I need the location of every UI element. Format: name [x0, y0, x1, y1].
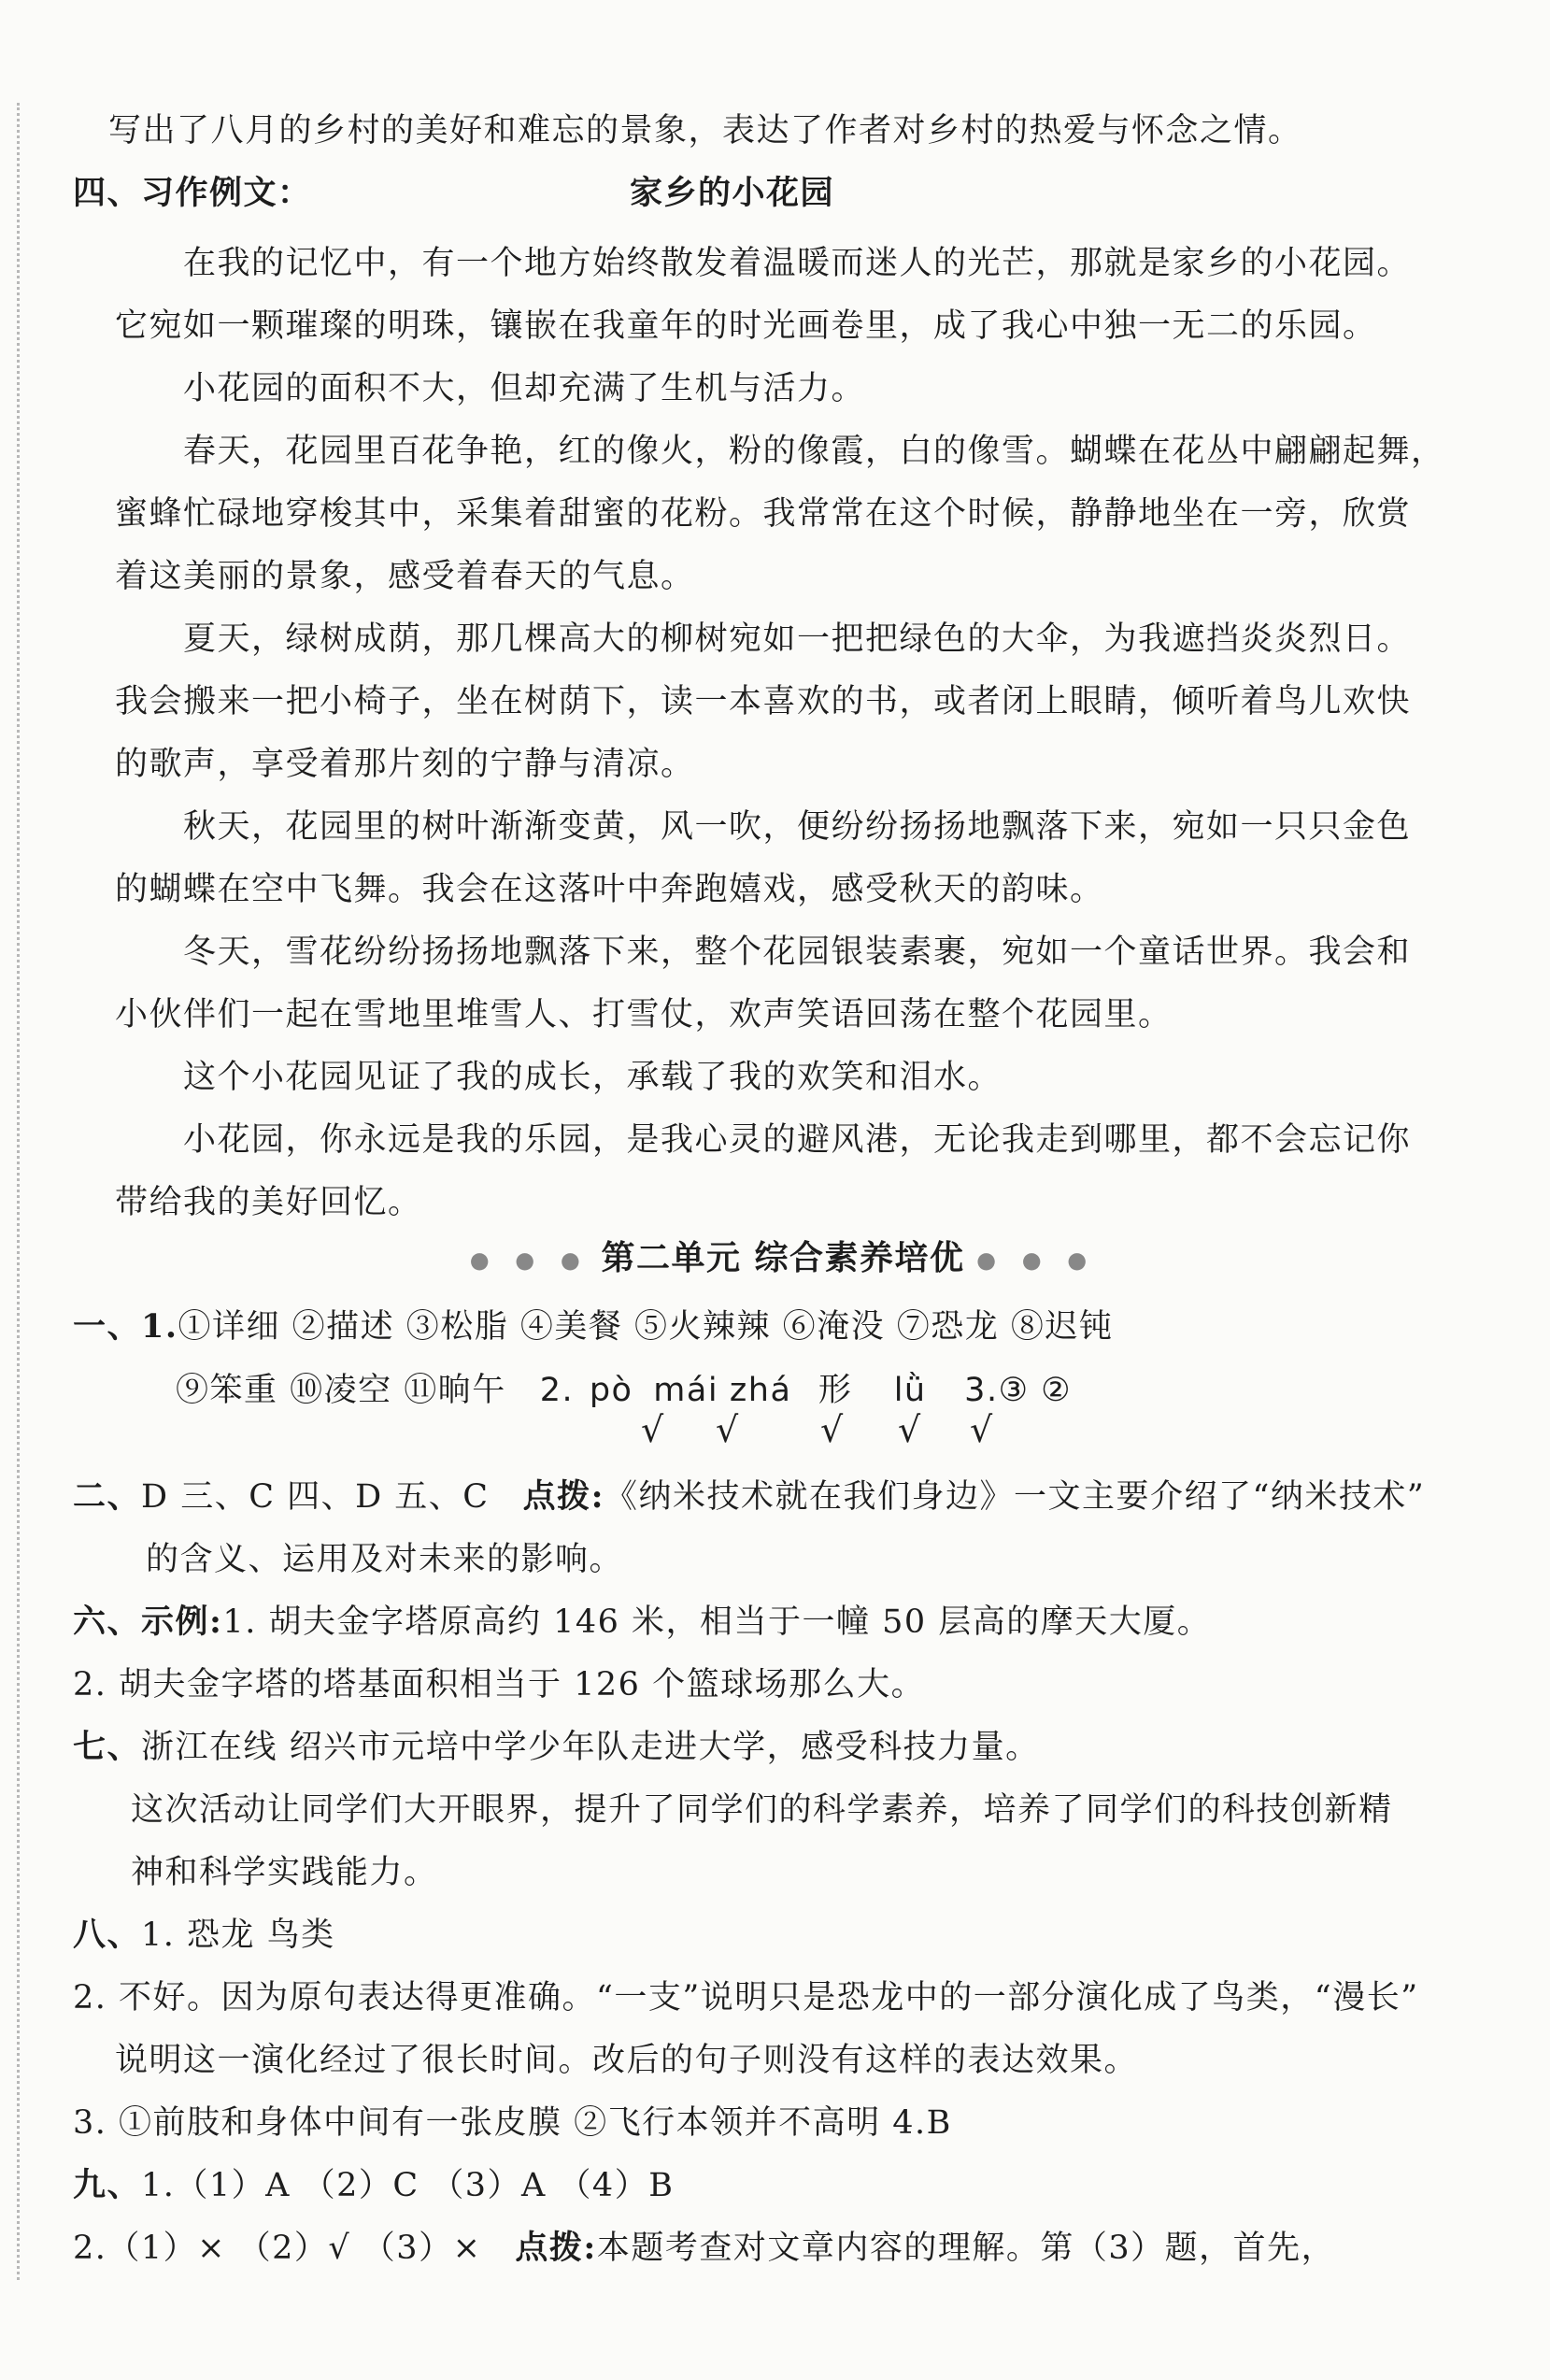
- essay-line: 着这美丽的景象，感受着春天的气息。: [115, 558, 695, 595]
- answer-6-label: 六、示例:: [73, 1603, 223, 1641]
- essay-line: 它宛如一颗璀璨的明珠，镶嵌在我童年的时光画卷里，成了我心中独一无二的乐园。: [115, 307, 1377, 345]
- heading-dots-right: ● ● ●: [976, 1247, 1097, 1274]
- check-mark: √: [641, 1409, 664, 1450]
- essay-line: 秋天，花园里的树叶渐渐变黄，风一吹，便纷纷扬扬地飘落下来，宛如一只只金色: [183, 808, 1412, 846]
- answer-9-item-1: 1.（1）A （2）C （3）A （4）B: [141, 2167, 675, 2204]
- answer-8-item-3-4: 3. ①前肢和身体中间有一张皮膜 ②飞行本领并不高明 4.B: [73, 2104, 952, 2142]
- answer-1-words: ①详细 ②描述 ③松脂 ④美餐 ⑤火辣辣 ⑥淹没 ⑦恐龙 ⑧迟钝: [178, 1308, 1114, 1346]
- essay-title: 家乡的小花园: [630, 174, 835, 212]
- answer-9-item-2: 2.（1）× （2）√ （3）×: [73, 2230, 482, 2267]
- answer-1-line: [73, 1304, 1113, 1349]
- check-mark: √: [716, 1409, 739, 1450]
- answer-9-line: [73, 2163, 674, 2208]
- answer-1-q2-label: 2.: [539, 1372, 575, 1409]
- pinyin-item: pò: [589, 1372, 633, 1409]
- answer-1-words-2: ⑨笨重 ⑩凌空 ⑪晌午: [176, 1372, 506, 1409]
- answer-1-label: 一、1.: [73, 1307, 178, 1346]
- answer-1-q3: 3.③ ②: [964, 1372, 1072, 1409]
- essay-section-label: 四、习作例文：: [73, 174, 312, 212]
- heading-dots-left: ● ● ●: [469, 1247, 590, 1274]
- answer-2-hint-line2: 的含义、运用及对未来的影响。: [146, 1541, 624, 1578]
- essay-line: 这个小花园见证了我的成长，承载了我的欢笑和泪水。: [183, 1059, 1003, 1096]
- hint-label: 点拨:: [522, 1477, 604, 1516]
- pinyin-item: 形: [818, 1372, 853, 1409]
- answer-8-label: 八、: [73, 1916, 142, 1954]
- essay-line: 小花园的面积不大，但却充满了生机与活力。: [183, 370, 866, 407]
- essay-line: 在我的记忆中，有一个地方始终散发着温暖而迷人的光芒，那就是家乡的小花园。: [183, 245, 1412, 282]
- answer-2-line: [73, 1475, 1425, 1519]
- answer-1-line2: [176, 1368, 1072, 1413]
- essay-end-line: 写出了八月的乡村的美好和难忘的景象，表达了作者对乡村的热爱与怀念之情。: [108, 112, 1302, 150]
- answer-7-text: 这次活动让同学们大开眼界，提升了同学们的科学素养，培养了同学们的科技创新精: [131, 1791, 1393, 1829]
- check-mark: √: [820, 1409, 844, 1450]
- answer-8-item-2: 2. 不好。因为原句表达得更准确。“一支”说明只是恐龙中的一部分演化成了鸟类，“漫长”: [73, 1979, 1419, 2017]
- unit-title: 第二单元 综合素养培优: [601, 1238, 965, 1277]
- answer-7-line: [73, 1725, 1040, 1770]
- essay-line: 春天，花园里百花争艳，红的像火，粉的像霞，白的像雪。蝴蝶在花丛中翩翩起舞，: [183, 433, 1445, 470]
- pinyin-item: lǜ: [893, 1372, 927, 1409]
- essay-line: 蜜蜂忙碌地穿梭其中，采集着甜蜜的花粉。我常常在这个时候，静静地坐在一旁，欣赏: [115, 495, 1412, 533]
- answer-8-item-1: 1. 恐龙 鸟类: [141, 1917, 335, 1954]
- answer-6-item-2: 2. 胡夫金字塔的塔基面积相当于 126 个篮球场那么大。: [73, 1666, 926, 1703]
- binding-margin-dotted-line: [17, 103, 20, 2280]
- essay-line: 小花园，你永远是我的乐园，是我心灵的避风港，无论我走到哪里，都不会忘记你: [183, 1121, 1412, 1159]
- answer-7-text: 神和科学实践能力。: [131, 1854, 438, 1891]
- essay-line: 的歌声，享受着那片刻的宁静与清凉。: [115, 746, 695, 783]
- essay-line: 夏天，绿树成荫，那几棵高大的柳树宛如一把把绿色的大伞，为我遮挡炎炎烈日。: [183, 620, 1412, 658]
- essay-line: 小伙伴们一起在雪地里堆雪人、打雪仗，欢声笑语回荡在整个花园里。: [115, 996, 1173, 1033]
- pinyin-item: zhá: [729, 1372, 792, 1409]
- answer-2-5-choices: D 三、C 四、D 五、C: [141, 1478, 490, 1516]
- answer-7-label: 七、: [73, 1728, 142, 1766]
- essay-line: 冬天，雪花纷纷扬扬地飘落下来，整个花园银装素裹，宛如一个童话世界。我会和: [183, 933, 1412, 971]
- check-mark: √: [898, 1409, 921, 1450]
- essay-line: 的蝴蝶在空中飞舞。我会在这落叶中奔跑嬉戏，感受秋天的韵味。: [115, 871, 1104, 908]
- pinyin-item: mái: [653, 1372, 719, 1409]
- check-mark: √: [970, 1409, 993, 1450]
- answer-7-headline: 浙江在线 绍兴市元培中学少年队走进大学，感受科技力量。: [141, 1729, 1040, 1766]
- answer-8-line: [73, 1913, 335, 1958]
- answer-2-hint: 《纳米技术就在我们身边》一文主要介绍了“纳米技术”: [604, 1478, 1426, 1516]
- essay-line: 带给我的美好回忆。: [115, 1184, 422, 1221]
- answer-6-item-1: 1. 胡夫金字塔原高约 146 米，相当于一幢 50 层高的摩天大厦。: [222, 1603, 1212, 1641]
- answer-9-hint: 本题考查对文章内容的理解。第（3）题，首先，: [596, 2230, 1336, 2267]
- answer-6-line: [73, 1600, 1211, 1645]
- answer-2-label: 二、: [73, 1477, 142, 1516]
- answer-8-item-2-cont: 说明这一演化经过了很长时间。改后的句子则没有这样的表达效果。: [115, 2042, 1139, 2079]
- answer-9-line2: [73, 2226, 1335, 2271]
- essay-line: 我会搬来一把小椅子，坐在树荫下，读一本喜欢的书，或者闭上眼睛，倾听着鸟儿欢快: [115, 683, 1412, 720]
- answer-9-label: 九、: [73, 2166, 142, 2204]
- hint-label: 点拨:: [515, 2229, 597, 2267]
- unit-heading: [73, 1235, 1493, 1283]
